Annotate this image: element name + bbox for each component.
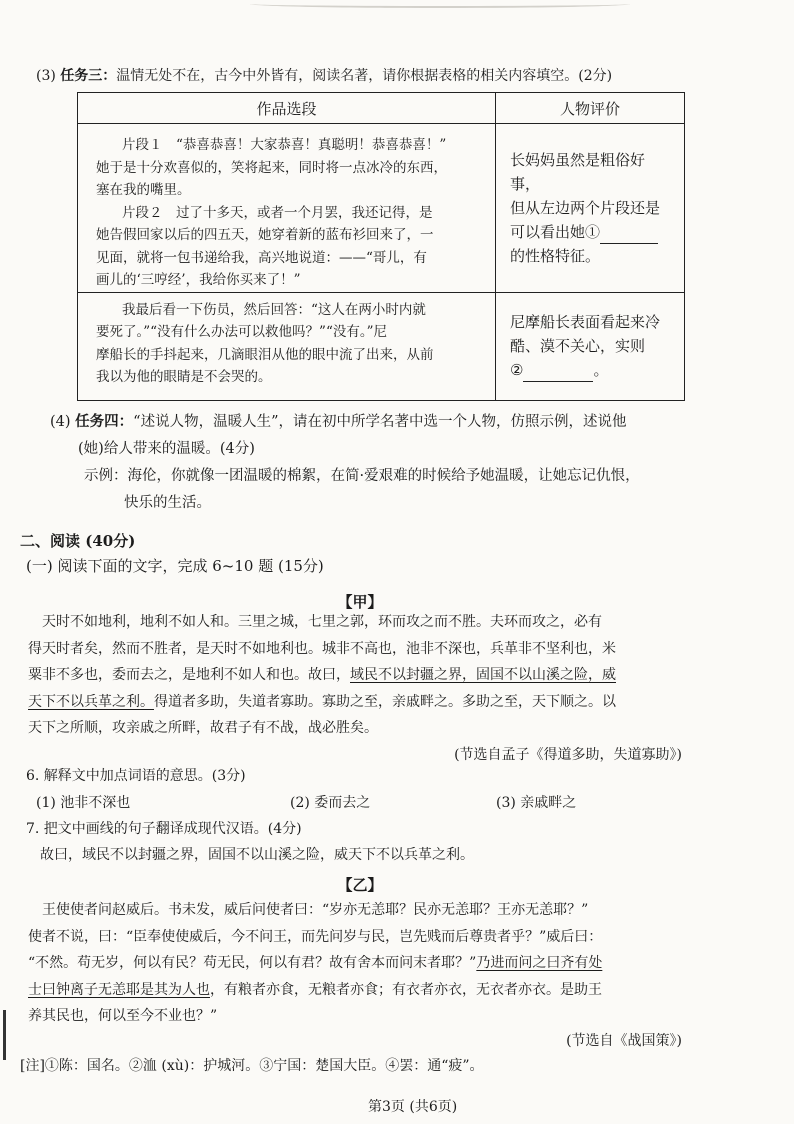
task3-table — [77, 92, 685, 401]
page-footer: 第3页 (共6页) — [368, 1099, 458, 1115]
evaluation-cell-1: 长妈妈虽然是粗俗好事， 但从左边两个片段还是 可以看出她① 的性格特征。 — [496, 124, 685, 293]
q6-item-3: (3) 亲戚畔之 — [496, 795, 577, 811]
answer-blank-2[interactable] — [523, 365, 593, 382]
underlined-sentence-yi-cont: 士曰钟离子无恙耶是其为人也 — [28, 981, 210, 998]
passage-yi-source: (节选自《战国策》) — [566, 1033, 682, 1049]
passage-jia: 天时不如地利，地利不如人和。三里之城，七里之郭，环而攻之而不胜。夫环而攻之，必有 得天时者矣，然而不胜者，是天时不如地利也。城非不高也，池非不深也，兵革非不坚利也，米 粟非不多也，委而去之，是地利不如人和也。故曰，域民不以封疆之界，固国不以山溪之险，威 天下不以兵革之利。得道者多助，失道者寡助。寡助之至，亲戚畔之。多助之至，天下顺之。以 天下之所顺，攻亲戚之所畔，故君子有不战，战必胜矣。 — [28, 614, 616, 736]
task4-question-cont: (她)给人带来的温暖。(4分) — [78, 441, 255, 457]
passage-yi: 王使使者问赵威后。书未发，威后问使者曰：“岁亦无恙耶？民亦无恙耶？王亦无恙耶？” 使者不说，曰：“臣奉使使威后，今不问王，而先问岁与民，岂先贱而后尊贵者乎？”威后曰： “不然。苟无岁，何以有民？苟无民，何以有君？故有舍本而问末者耶？”乃进而问之曰齐有处 士曰钟离子无恙耶是其为人也，有粮者亦食，无粮者亦食；有衣者亦衣，无衣者亦衣。是助王 养其民也，何以至今不业也？” — [28, 902, 603, 1024]
table-header-excerpt: 作品选段 — [78, 93, 496, 124]
task4-example-cont: 快乐的生活。 — [124, 495, 211, 511]
passage-jia-heading: 【甲】 — [337, 593, 383, 611]
evaluation-cell-2: 尼摩船长表面看起来冷 酷、漠不关心，实则 ② 。 — [496, 292, 685, 401]
task3-question: (3) 任务三：温情无处不在，古今中外皆有，阅读名著，请你根据表格的相关内容填空。(2分) — [36, 68, 613, 84]
q6-title: 6. 解释文中加点词语的意思。(3分) — [26, 768, 246, 784]
scan-edge-mark — [250, 0, 630, 8]
task4-example: 示例：海伦，你就像一团温暖的棉絮，在简·爱艰难的时候给予她温暖，让她忘记仇恨， — [84, 468, 640, 484]
section2-title: 二、阅读 (40分) — [20, 532, 136, 550]
notes: [注]①陈：国名。②洫 (xù)：护城河。③宁国：楚国大臣。④罢：通“疲”。 — [20, 1058, 484, 1074]
passage-jia-source: (节选自孟子《得道多助，失道寡助》) — [454, 747, 682, 763]
underlined-sentence: 域民不以封疆之界，固国不以山溪之险，威 — [350, 667, 616, 683]
section2-subtitle: (一) 阅读下面的文字，完成 6~10 题 (15分) — [26, 557, 324, 575]
scan-margin-mark — [3, 1010, 6, 1060]
excerpt-cell-1: 片段１ “恭喜恭喜！大家恭喜！真聪明！恭喜恭喜！” 她于是十分欢喜似的，笑将起来，同时将一点冰冷的东西， 塞在我的嘴里。 片段２ 过了十多天，或者一个月罢，我还记得，是 她告假回家以后的四五天，她穿着新的蓝布衫回来了，一 见面，就将一包书递给我，高兴地说道：——“哥儿，有 画儿的‘三哼经’，我给你买来了！” — [78, 124, 496, 293]
table-header-evaluation: 人物评价 — [496, 93, 685, 124]
q7-sentence: 故曰，域民不以封疆之界，固国不以山溪之险，威天下不以兵革之利。 — [40, 847, 474, 863]
underlined-sentence-yi: 乃进而问之曰齐有处 — [476, 955, 603, 971]
underlined-sentence-cont: 天下不以兵革之利。 — [28, 693, 154, 710]
task4-question: (4) 任务四：“述说人物，温暖人生”，请在初中所学名著中选一个人物，仿照示例，述说他 — [50, 413, 627, 430]
answer-blank-1[interactable] — [600, 227, 658, 244]
q7-title: 7. 把文中画线的句子翻译成现代汉语。(4分) — [26, 821, 302, 837]
q6-item-1: (1) 池非不深也 — [36, 795, 131, 811]
q6-item-2: (2) 委而去之 — [290, 795, 371, 811]
excerpt-cell-2: 我最后看一下伤员，然后回答：“这人在两小时内就 要死了。”“没有什么办法可以救他吗？”“没有。”尼 摩船长的手抖起来，几滴眼泪从他的眼中流了出来，从前 我以为他的眼睛是不会哭的。 — [78, 292, 496, 401]
passage-yi-heading: 【乙】 — [337, 876, 383, 894]
